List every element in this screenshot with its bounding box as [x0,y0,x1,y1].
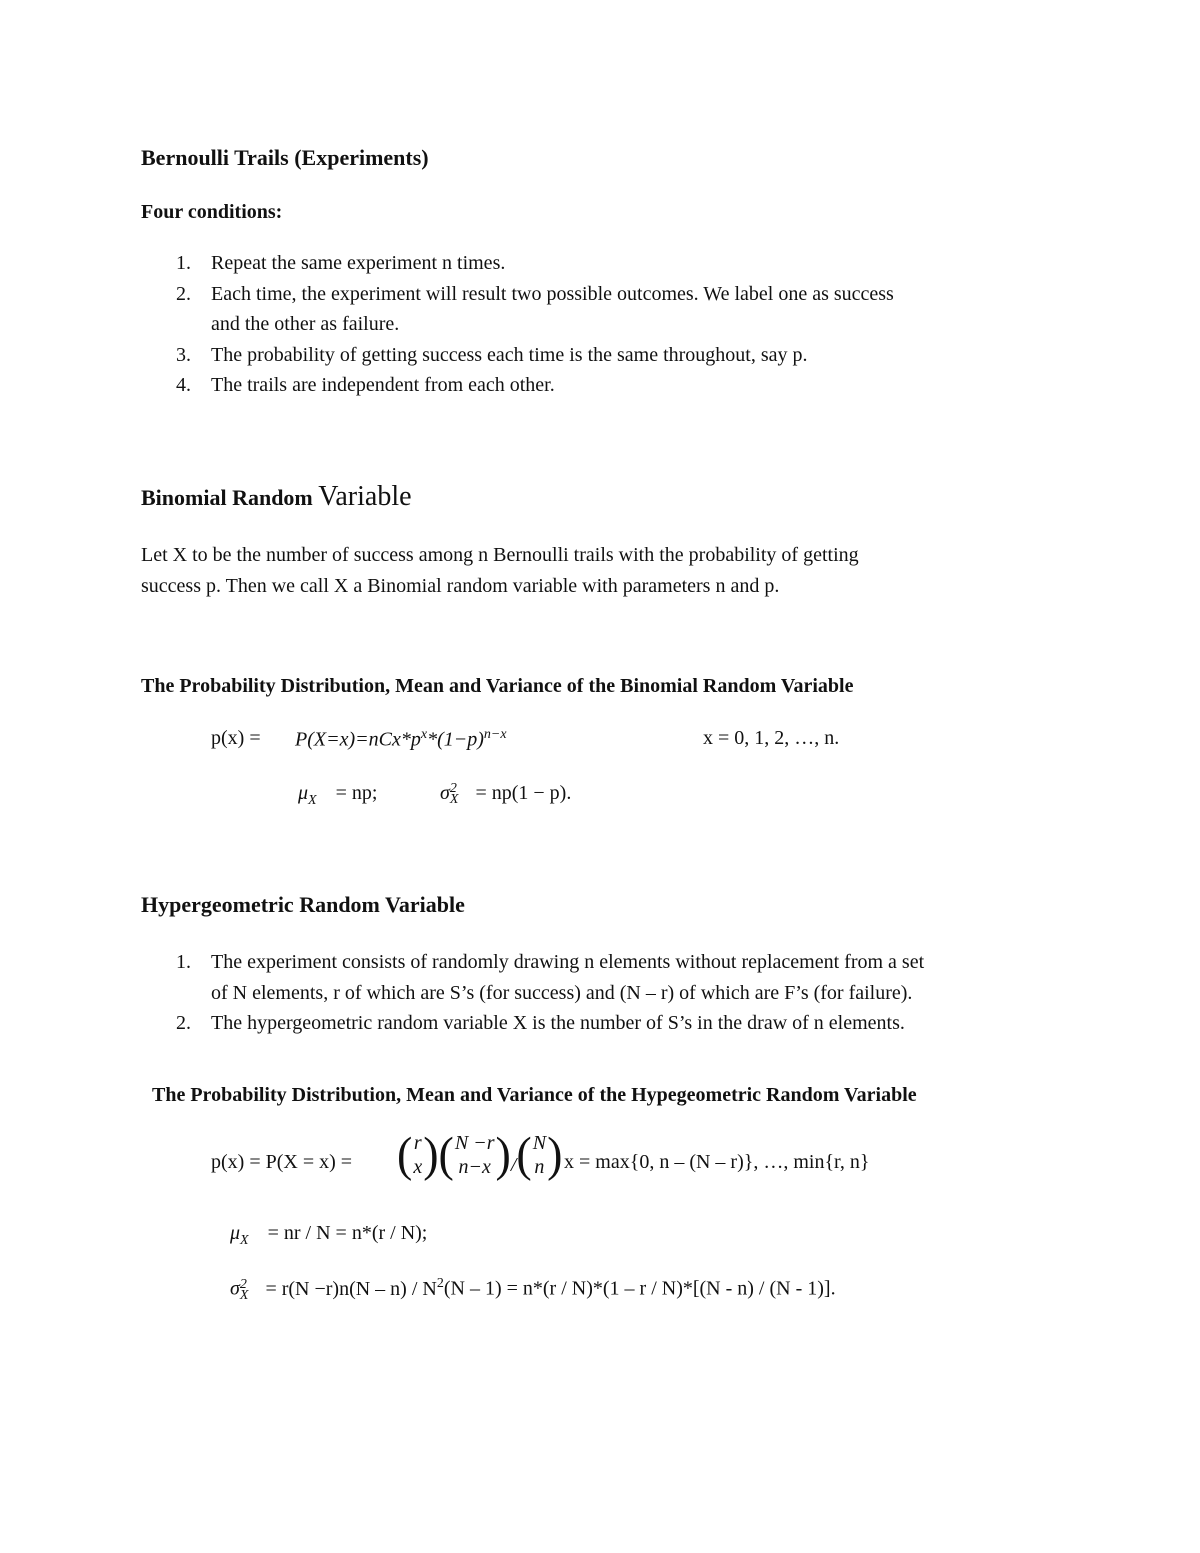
hypergeometric-variance: σ2 $X = r(N -r)n(N - n) / N^2(N - 1) = n*(r / N)*(1 - r / N)*[(N - n) / (N - 1)]$. [230,1276,836,1304]
list-text: The experiment consists of randomly drawing n elements without replacement from a set [211,951,925,973]
binomial-range: x = 0, 1, 2, …, n. [703,727,840,749]
list-text: The probability of getting success each time is the same throughout, say p. [211,343,808,366]
list-number: 3. [176,343,191,366]
binomial-title-part2: Variable [318,481,412,512]
bernoulli-title: Bernoulli Trails (Experiments) [141,145,429,170]
binomial-variance: σ2 X = np(1 − p). [440,781,572,808]
list-text: The hypergeometric random variable X is the number of S’s in the draw of n elements. [211,1012,905,1034]
binomial-coefficient-r-x: ( r x ) [397,1127,439,1182]
list-text: of N elements, r of which are S’s (for success) and (N – r) of which are F’s (for failure). [211,981,913,1004]
hypergeometric-list [141,947,924,1039]
list-text: The trails are independent from each other. [211,374,555,396]
list-text: Repeat the same experiment n times. [211,252,506,274]
list-number: 1. [176,252,191,274]
list-text: Each time, the experiment will result two possible outcomes. We label one as success [211,282,894,305]
binomial-mean: $\mu_X$ = np; [298,782,378,808]
binomial-formula: $P(X=x)=nCx*p^x*(1-p)^{n-x}$ [295,727,507,751]
binomial-coefficient-n-minus-r: ( N −r n−x ) [438,1127,511,1182]
binomial-title [141,481,412,513]
list-text: and the other as failure. [211,313,400,335]
list-number: 1. [176,951,191,973]
hypergeometric-mean: $\mu_X$ = nr / N = n*(r / N); [230,1222,428,1248]
list-number: 2. [176,1012,191,1034]
binomial-desc-line1: Let X to be the number of success among n Bernoulli trails with the probability of getting [141,544,859,566]
list-item [141,340,894,371]
list-item [141,279,894,340]
binomial-title-part1: Binomial Random [141,485,319,510]
binomial-coefficient-N-n: ( N n ) [516,1127,563,1182]
list-item [141,248,894,279]
binomial-dist-heading: The Probability Distribution, Mean and Variance of the Binomial Random Variable [141,675,854,697]
list-item [141,947,924,1008]
hypergeometric-px-label: p(x) = P(X = x) = [211,1151,353,1173]
list-number: 2. [176,282,191,305]
hypergeometric-binomials: ( r x ) ( N −r n−x ) / ( N n ) [397,1127,563,1182]
list-number: 4. [176,374,191,396]
conditions-heading: Four conditions: [141,201,283,223]
hypergeometric-dist-heading: The Probability Distribution, Mean and Variance of the Hypegeometric Random Variable [152,1084,917,1106]
binomial-desc-line2: success p. Then we call X a Binomial random variable with parameters n and p. [141,575,780,597]
hypergeometric-range: x = max{0, n – (N – r)}, …, min{r, n} [564,1151,870,1173]
list-item [141,370,894,401]
list-item [141,1008,924,1039]
binomial-px-label: p(x) = [211,727,261,749]
conditions-list [141,248,894,401]
hypergeometric-title: Hypergeometric Random Variable [141,892,465,917]
